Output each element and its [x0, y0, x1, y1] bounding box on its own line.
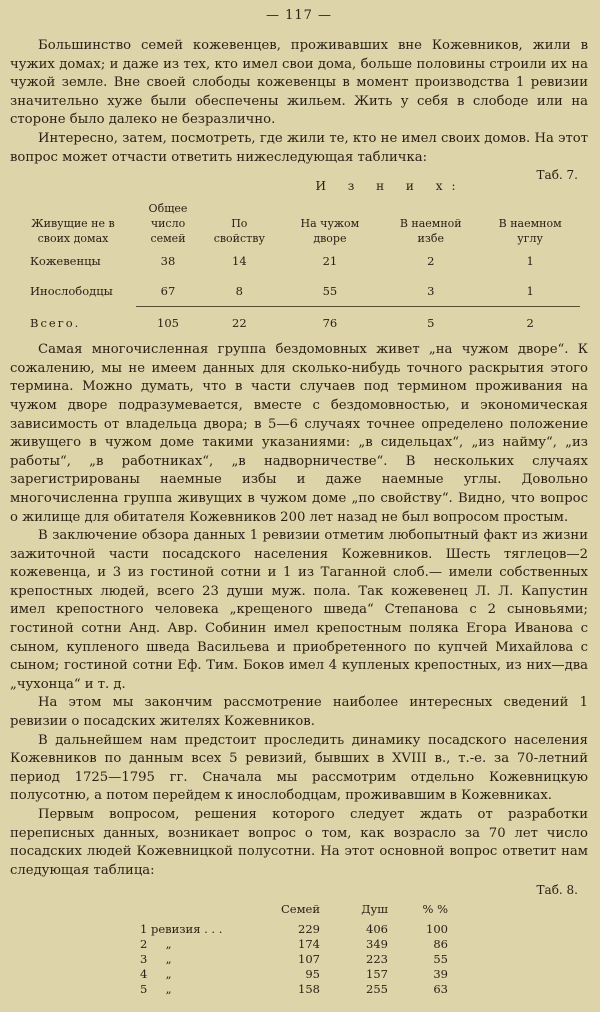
t7-cell: 2	[427, 254, 435, 269]
t8-cell: 63	[433, 982, 448, 997]
paragraph-1: Большинство семей кожевенцев, проживавших вне Кожевников, жили в чужих домах; и даже из тех, кто имел свои дома, больше половины строили их на чужой земле. Вне своей слободы кожевенцы в момент производства 1 ревизии значительно хуже были обеспечены жильем. Жить у себя в слободе или на стороне было далеко не безразлично.	[10, 38, 588, 128]
t7-col-kin: По свойству	[213, 217, 265, 246]
table-row	[140, 952, 448, 967]
paragraph-5: На этом мы закончим рассмотрение наиболее интересных сведений 1 ревизии о посадских жителях Кожевников.	[10, 695, 588, 730]
t8-row-label: 2 „	[140, 937, 172, 952]
table-row	[10, 276, 580, 307]
t8-cell: 158	[298, 982, 320, 997]
t7-col-hut: В наемной избе	[399, 217, 462, 246]
t7-cell: 14	[232, 254, 247, 269]
t7-cell: 21	[322, 254, 338, 269]
t7-col-court: На чужом дворе	[300, 217, 360, 246]
t8-row-label: 4 „	[140, 967, 172, 982]
t7-col-corner: В наемном углу	[498, 217, 562, 246]
t8-cell: 100	[426, 922, 448, 937]
t7-cell: 3	[427, 284, 435, 299]
t8-cell: 95	[305, 967, 320, 982]
t7-cell: 1	[526, 254, 534, 269]
t7-total-label: Всего.	[30, 316, 81, 331]
t7-cell: 1	[526, 284, 534, 299]
t8-cell: 39	[433, 967, 448, 982]
paragraph-3: Самая многочисленная группа бездомовных живет „на чужом дворе“. К сожалению, мы не имеем данных для сколько-нибудь точного раскрытия этого термина. Можно думать, что в части случаев под термином проживания на чужом дворе подразумевается, вместе с бездомовностью, и экономическая зависимость от владельца двора; в 5—6 случаях точнее определено положение живущего в чужом доме такими указаниями: „в сидельцах“, „из найму“, „из работы“, „в работниках“, „в надворничестве“. В нескольких случаях зарегистрированы наемные избы и даже наемные углы. Довольно многочисленна группа живущих в чужом доме „по свойству“. Видно, что вопрос о жилище для обитателя Кожевников 200 лет назад не был вопросом простым.	[10, 342, 588, 525]
t8-cell: 86	[433, 937, 448, 952]
t7-row-label: Кожевенцы	[30, 254, 101, 269]
t7-col-total: Общее число семей	[148, 202, 188, 246]
t8-row-label: 5 „	[140, 982, 172, 997]
t8-cell: 223	[366, 952, 388, 967]
t8-row-label: 1 ревизия . . .	[140, 922, 223, 937]
page-number: — 117 —	[265, 8, 333, 23]
t7-cell: 105	[157, 316, 179, 331]
table-row	[140, 922, 448, 937]
table-total-row	[10, 311, 580, 335]
table7-label: Таб. 7.	[536, 168, 578, 183]
table-row	[140, 967, 448, 982]
t8-cell: 255	[366, 982, 388, 997]
t7-group-header: И з н и х:	[315, 179, 465, 194]
t7-col-living: Живущие не в своих домах	[31, 217, 115, 246]
table-row	[140, 937, 448, 952]
t7-cell: 8	[235, 284, 243, 299]
t7-cell: 67	[160, 284, 176, 299]
t7-cell: 76	[322, 316, 338, 331]
table-row	[10, 246, 580, 276]
t7-cell: 38	[160, 254, 176, 269]
t7-cell: 2	[526, 316, 534, 331]
t8-row-label: 3 „	[140, 952, 172, 967]
t8-col-souls: Душ	[361, 902, 388, 917]
t8-cell: 107	[298, 952, 320, 967]
paragraph-7: Первым вопросом, решения которого следует ждать от разработки переписных данных, возникает вопрос о том, как возрасло за 70 лет число посадских людей Кожевницкой полусотни. На этот основной вопрос ответит нам следующая таблица:	[10, 807, 588, 878]
table-7	[10, 179, 580, 335]
t8-cell: 406	[366, 922, 388, 937]
table-8	[140, 902, 448, 997]
t7-cell: 22	[232, 316, 247, 331]
t7-cell: 5	[427, 316, 435, 331]
paragraph-4: В заключение обзора данных 1 ревизии отметим любопытный факт из жизни зажиточной части посадского населения Кожевников. Шесть тяглецов—2 кожевенца, и 3 из гостиной сотни и 1 из Таганной слоб.— имели собственных крепостных людей, всего 23 души муж. пола. Так кожевенец Л. Л. Капустин имел крепостного человека „крещеного шведа“ Степанова с 2 сыновьями; гостиной сотни Анд. Авр. Собинин имел крепостным поляка Егора Иванова с сыном, купленого шведа Васильева и приобретенного по купчей Михайлова с сыном; гостиной сотни Еф. Тим. Боков имел 4 купленых крепостных, из них—два „чухонца“ и т. д.	[10, 528, 588, 692]
t8-cell: 174	[298, 937, 320, 952]
paragraph-2: Интересно, затем, посмотреть, где жили те, кто не имел своих домов. На этот вопрос может отчасти ответить нижеследующая табличка:	[10, 130, 588, 165]
t8-col-families: Семей	[280, 902, 320, 917]
t8-cell: 229	[298, 922, 320, 937]
t8-cell: 157	[366, 967, 388, 982]
table-row	[140, 982, 448, 997]
t8-cell: 349	[366, 937, 388, 952]
t7-row-label: Инослободцы	[30, 284, 113, 299]
t8-cell: 55	[433, 952, 448, 967]
t7-cell: 55	[322, 284, 338, 299]
t8-col-percent: % %	[422, 902, 448, 917]
paragraph-6: В дальнейшем нам предстоит проследить динамику посадского населения Кожевников по данным всех 5 ревизий, бывших в XVIII в., т.-е. за 70-летний период 1725—1795 гг. Сначала мы рассмотрим отдельно Кожевницкую полусотню, а потом перейдем к инослободцам, проживавшим в Кожевниках.	[10, 732, 588, 804]
table8-label: Таб. 8.	[536, 883, 578, 898]
